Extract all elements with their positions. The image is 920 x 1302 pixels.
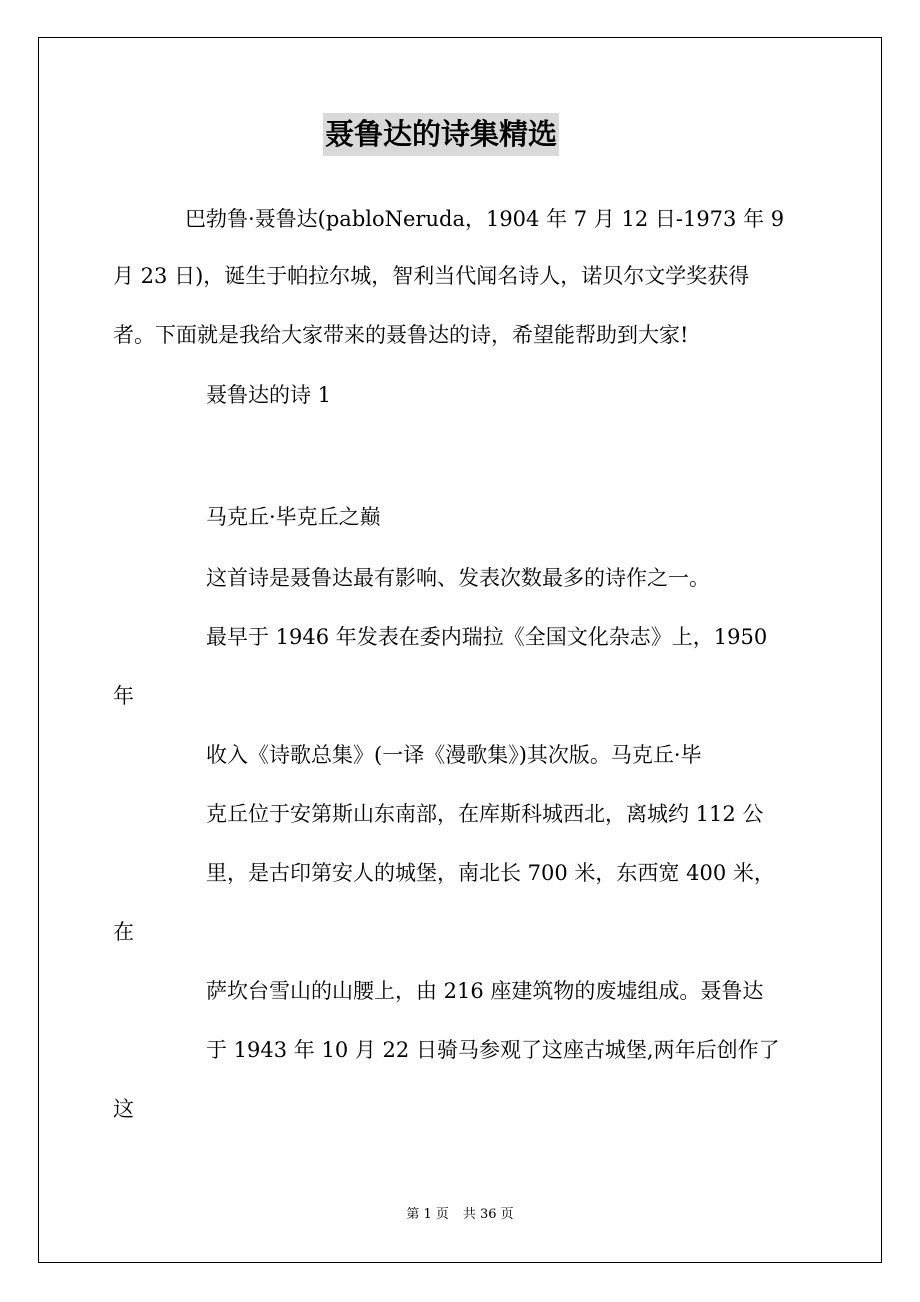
page-footer <box>0 1206 920 1224</box>
document-title: 聂鲁达的诗集精选 <box>323 113 559 156</box>
paragraph-line: 月 23 日)，诞生于帕拉尔城，智利当代闻名诗人，诺贝尔文学奖获得 <box>113 264 750 288</box>
paragraph-line: 年 <box>113 684 134 708</box>
paragraph-line: 巴勃鲁·聂鲁达(pabloNeruda，1904 年 7 月 12 日-1973 年 9 <box>185 207 785 231</box>
paragraph-line: 最早于 1946 年发表在委内瑞拉《全国文化杂志》上，1950 <box>206 625 768 649</box>
paragraph-line: 里，是古印第安人的城堡，南北长 700 米，东西宽 400 米， <box>206 861 775 885</box>
page-total: 共 36 页 <box>462 1207 514 1222</box>
paragraph-line: 在 <box>113 920 134 944</box>
poem-title: 马克丘·毕克丘之巅 <box>206 505 381 529</box>
section-heading: 聂鲁达的诗 1 <box>206 383 332 407</box>
paragraph-line: 这 <box>113 1097 134 1121</box>
paragraph-line: 于 1943 年 10 月 22 日骑马参观了这座古城堡,两年后创作了 <box>206 1038 780 1062</box>
paragraph-line: 收入《诗歌总集》(一译《漫歌集》)其次版。马克丘·毕 <box>206 743 702 767</box>
paragraph-line: 这首诗是聂鲁达最有影响、发表次数最多的诗作之一。 <box>206 566 710 590</box>
paragraph-line: 萨坎台雪山的山腰上，由 216 座建筑物的废墟组成。聂鲁达 <box>206 979 764 1003</box>
paragraph-line: 者。下面就是我给大家带来的聂鲁达的诗，希望能帮助到大家! <box>113 323 689 347</box>
page-number: 第 1 页 <box>406 1207 449 1222</box>
paragraph-line: 克丘位于安第斯山东南部，在库斯科城西北，离城约 112 公 <box>206 802 764 826</box>
